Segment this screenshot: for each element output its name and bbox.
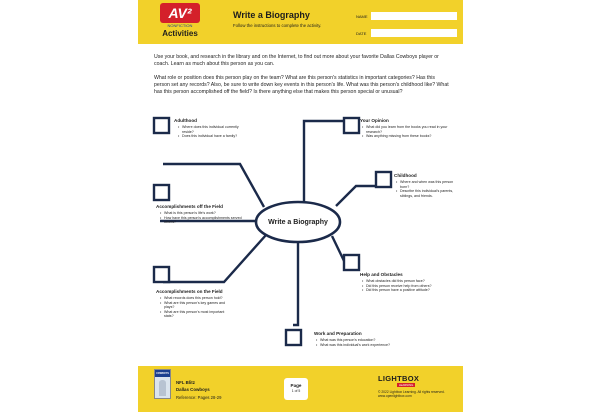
box-help [344, 255, 359, 270]
bullet: • What is this person's life's work? [160, 211, 248, 216]
bullet: • What are this person's key games and plays? [160, 301, 234, 310]
logo-subtitle: NONFICTION [167, 23, 193, 28]
bullet: • What records does this person hold? [160, 296, 234, 301]
page-badge [284, 378, 308, 400]
box-off-field [154, 185, 169, 200]
intro-paragraph-2: What role or position does this person play on the team? What are this person's statistics in important categories? Has this person set any records? Also, be sure to write down key events in this person's life. What was this person's childhood like? What has this person accomplished off the field? Is there anything else that makes this person special or unusual? [154, 75, 449, 96]
category-adulthood-bullets [178, 125, 248, 139]
bullet: • Did this person receive help from others? [362, 284, 457, 289]
website-link[interactable]: www.openlightbox.com [378, 394, 412, 399]
book-cover-thumbnail [154, 369, 171, 399]
series-name: NFL Blitz [176, 380, 195, 385]
category-help-title: Help and Obstacles [360, 272, 403, 277]
category-work-bullets [316, 338, 416, 347]
bullet: • How have this person's accomplishments served others? [160, 216, 248, 225]
category-childhood-bullets [396, 180, 454, 198]
bullet: • Was anything missing from these books? [362, 134, 454, 139]
lightbox-logo: LIGHTBOX [378, 374, 420, 383]
category-off-field-title: Accomplishments off the Field [156, 204, 223, 209]
box-adulthood [154, 118, 169, 133]
connector-childhood [336, 186, 383, 206]
category-work-title: Work and Preparation [314, 331, 362, 336]
bullet: • What was this individual's work experience? [316, 343, 416, 348]
book-cover-label: COWBOYS [156, 372, 169, 375]
bullet: • Does this individual have a family? [178, 134, 248, 139]
copyright-text: © 2022 Lightbox Learning. All rights reserved. [378, 390, 445, 394]
bullet: • Where and when was this person born? [396, 180, 454, 189]
connector-work [293, 241, 298, 325]
page-number: 1 of 5 [291, 389, 301, 393]
av2-logo-mark: AV² [160, 3, 200, 23]
category-opinion-bullets [362, 125, 454, 139]
box-on-field [154, 267, 169, 282]
category-on-field-bullets [160, 296, 234, 319]
bullet: • Where does this individual currently reside? [178, 125, 248, 134]
category-off-field-bullets [160, 211, 248, 225]
bullet: • What did you learn from the books you read in your research? [362, 125, 454, 134]
player-figure-icon [159, 380, 166, 396]
bullet: • Describe this individual's parents, siblings, and friends. [396, 189, 454, 198]
page-title: Write a Biography [233, 10, 310, 20]
name-label: NAME [356, 14, 368, 19]
box-work [286, 330, 301, 345]
page-subtitle: Follow the instructions to complete the activity. [233, 23, 322, 28]
lightbox-tag: LEARNING [399, 383, 414, 387]
page-reference: Reference: Pages 28-29 [176, 395, 222, 400]
activities-label: Activities [162, 29, 198, 38]
center-label: Write a Biography [268, 219, 328, 226]
category-on-field-title: Accomplishments on the Field [156, 289, 223, 294]
box-childhood [376, 172, 391, 187]
bullet: • Did this person have a positive attitude? [362, 288, 457, 293]
page-label: Page [290, 383, 302, 388]
copyright-block [378, 390, 445, 399]
worksheet-page [138, 0, 463, 412]
book-title: Dallas Cowboys [176, 387, 210, 392]
category-adulthood-title: Adulthood [174, 118, 197, 123]
intro-paragraph-1: Use your book, and research in the library and on the Internet, to find out more about your favorite Dallas Cowboys player or coach. Learn as much about this person as you can. [154, 54, 439, 68]
date-label: DATE [356, 31, 367, 36]
category-help-bullets [362, 279, 457, 293]
category-childhood-title: Childhood [394, 173, 417, 178]
connector-on-field [163, 235, 266, 282]
bullet: • What are this person's most important stats? [160, 310, 234, 319]
bullet: • What was this person's education? [316, 338, 416, 343]
connector-adulthood [163, 164, 264, 207]
category-opinion-title: Your Opinion [360, 118, 389, 123]
box-opinion [344, 118, 359, 133]
footer-bar [138, 366, 463, 412]
bullet: • What obstacles did this person face? [362, 279, 457, 284]
